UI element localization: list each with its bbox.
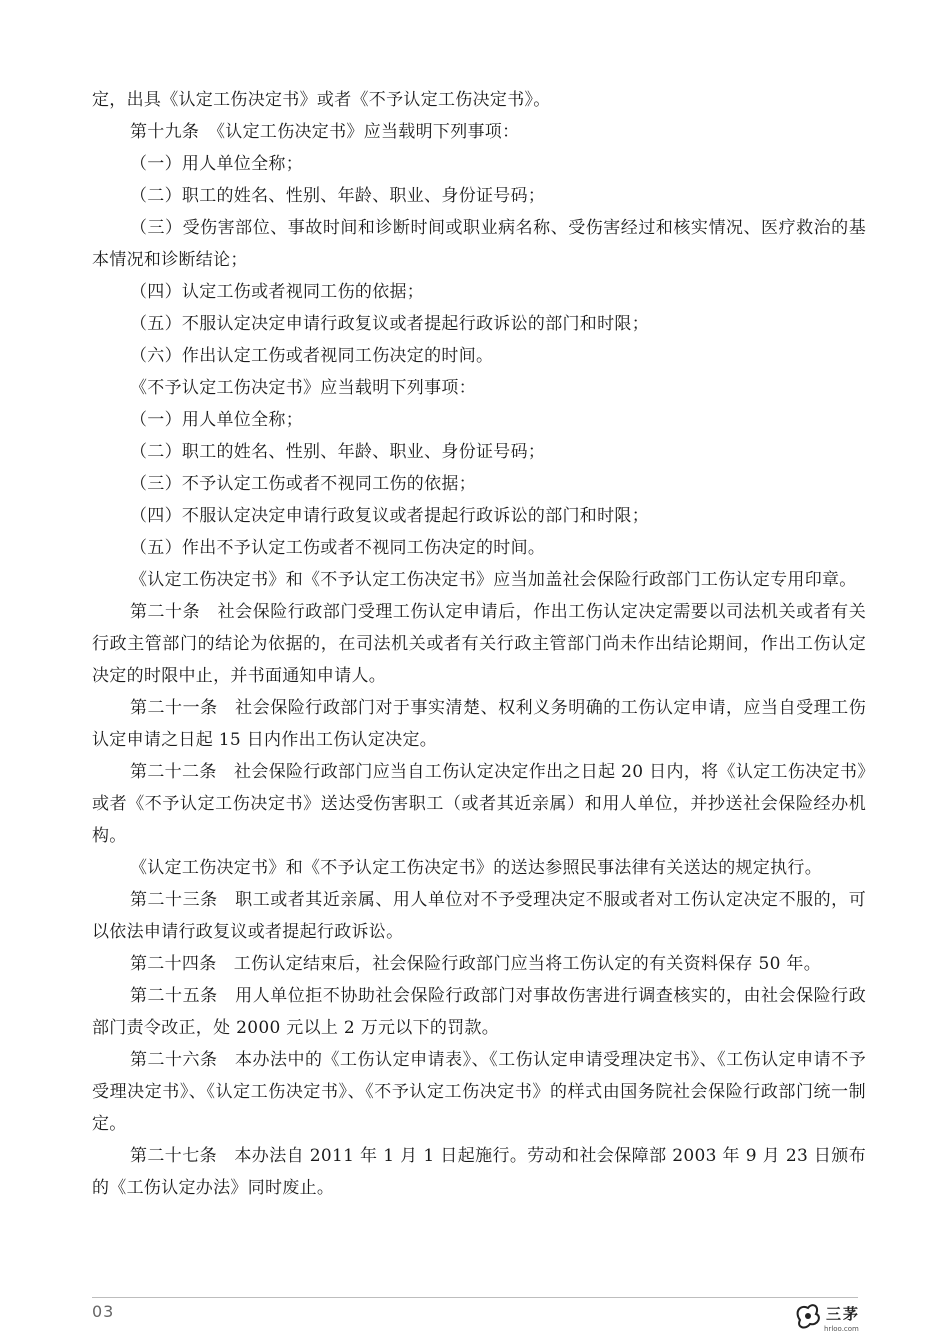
paragraph: 第二十五条 用人单位拒不协助社会保险行政部门对事故伤害进行调查核实的，由社会保险行政部门责令改正，处 2000 元以上 2 万元以下的罚款。 — [92, 986, 866, 1038]
paragraph: （一）用人单位全称； — [130, 154, 303, 174]
paragraph: （五）不服认定决定申请行政复议或者提起行政诉讼的部门和时限； — [130, 314, 649, 334]
paragraph: 《认定工伤决定书》和《不予认定工伤决定书》应当加盖社会保险行政部门工伤认定专用印章。 — [130, 570, 857, 590]
footer-divider — [92, 1297, 858, 1298]
paragraph: 第二十三条 职工或者其近亲属、用人单位对不予受理决定不服或者对工伤认定决定不服的，可以依法申请行政复议或者提起行政诉讼。 — [92, 890, 866, 942]
paragraph: （三）不予认定工伤或者不视同工伤的依据； — [130, 474, 476, 494]
paragraph: 第十九条 《认定工伤决定书》应当载明下列事项： — [130, 122, 520, 142]
paragraph: 《不予认定工伤决定书》应当载明下列事项： — [130, 378, 476, 398]
logo-subtext: hrloo.com — [824, 1325, 859, 1333]
paragraph: （一）用人单位全称； — [130, 410, 303, 430]
paragraph: 第二十七条 本办法自 2011 年 1 月 1 日起施行。劳动和社会保障部 2003 年 9 月 23 日颁布的《工伤认定办法》同时废止。 — [92, 1146, 866, 1198]
paragraph: 第二十一条 社会保险行政部门对于事实清楚、权利义务明确的工伤认定申请，应当自受理工伤认定申请之日起 15 日内作出工伤认定决定。 — [92, 698, 866, 750]
paragraph: 第二十六条 本办法中的《工伤认定申请表》、《工伤认定申请受理决定书》、《工伤认定申请不予受理决定书》、《认定工伤决定书》、《不予认定工伤决定书》的样式由国务院社会保险行政部门统一制定。 — [92, 1050, 866, 1134]
paragraph: （四）认定工伤或者视同工伤的依据； — [130, 282, 425, 302]
document-body — [92, 84, 866, 1204]
paragraph: 第二十四条 工伤认定结束后，社会保险行政部门应当将工伤认定的有关资料保存 50 年。 — [130, 954, 822, 974]
paragraph: （四）不服认定决定申请行政复议或者提起行政诉讼的部门和时限； — [130, 506, 649, 526]
paragraph: （三）受伤害部位、事故时间和诊断时间或职业病名称、受伤害经过和核实情况、医疗救治的基本情况和诊断结论； — [92, 218, 866, 270]
paragraph: 定，出具《认定工伤决定书》或者《不予认定工伤决定书》。 — [92, 90, 551, 110]
paragraph: 第二十二条 社会保险行政部门应当自工伤认定决定作出之日起 20 日内，将《认定工伤决定书》或者《不予认定工伤决定书》送达受伤害职工（或者其近亲属）和用人单位，并抄送社会保险经办机构。 — [92, 762, 866, 846]
paragraph: 《认定工伤决定书》和《不予认定工伤决定书》的送达参照民事法律有关送达的规定执行。 — [130, 858, 822, 878]
paragraph: （二）职工的姓名、性别、年龄、职业、身份证号码； — [130, 186, 546, 206]
paragraph: （五）作出不予认定工伤或者不视同工伤决定的时间。 — [130, 538, 546, 558]
paragraph: 第二十条 社会保险行政部门受理工伤认定申请后，作出工伤认定决定需要以司法机关或者有关行政主管部门的结论为依据的，在司法机关或者有关行政主管部门尚未作出结论期间，作出工伤认定决定的时限中止，并书面通知申请人。 — [92, 602, 866, 686]
page-number: 03 — [92, 1302, 115, 1321]
paragraph: （二）职工的姓名、性别、年龄、职业、身份证号码； — [130, 442, 546, 462]
paragraph: （六）作出认定工伤或者视同工伤决定的时间。 — [130, 346, 494, 366]
logo-text: 三茅 — [826, 1305, 861, 1323]
